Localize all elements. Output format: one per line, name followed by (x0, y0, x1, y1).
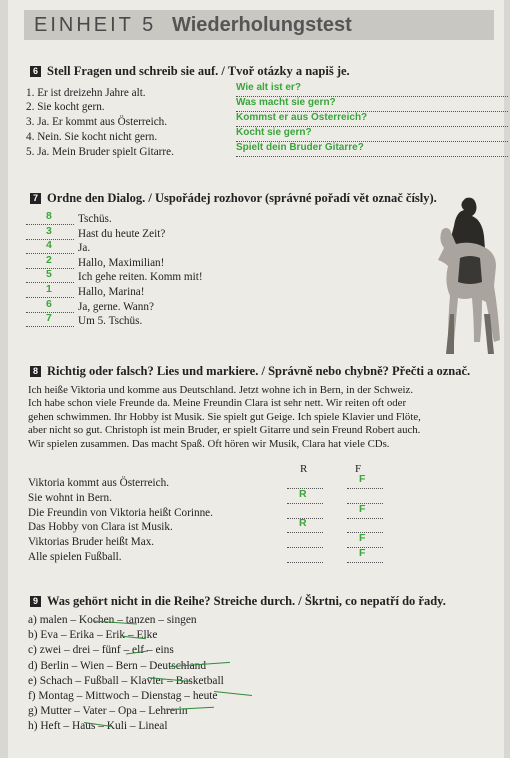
s7-dialog-line: Hast du heute Zeit? (78, 227, 166, 240)
s7-number-blank (26, 326, 74, 327)
reading-line: aber nicht so gut. Christoph ist mein Bruder, er spielt Gitarre und sein Freund Robert auch. (28, 424, 421, 437)
section-7-number: 7 (30, 193, 41, 204)
s6-answer-3[interactable]: Kommst er aus Österreich? (236, 112, 368, 123)
page-header (24, 10, 494, 40)
s9-row: c) zwei – drei – fünf – elf – eins (28, 644, 174, 657)
s7-number[interactable]: 2 (46, 253, 52, 266)
s7-number[interactable]: 7 (46, 312, 52, 325)
s9-row: b) Eva – Erika – Erik – Elke (28, 629, 158, 642)
s8-statement: Die Freundin von Viktoria heißt Corinne. (28, 506, 213, 519)
s8-f-mark[interactable]: F (359, 473, 366, 485)
reading-line: Ich habe schon viele Freunde da. Meine Freundin Clara ist sehr nett. Wir reiten oft oder (28, 397, 407, 410)
column-r-header: R (300, 463, 308, 475)
s7-number[interactable]: 1 (46, 283, 52, 295)
s9-row: g) Mutter – Vater – Opa – Lehrerin (28, 705, 188, 718)
s6-item-4: 4. Nein. Sie kocht nicht gern. (26, 131, 158, 143)
s7-dialog-line: Hallo, Maximilian! (78, 256, 165, 269)
section-8-title-text: Richtig oder falsch? Lies und markiere. / Správně nebo chybně? Přečti a označ. (47, 364, 471, 378)
s6-answer-line (236, 156, 508, 157)
s8-f-blank (347, 488, 383, 489)
s8-r-blank (287, 532, 323, 533)
section-7-title (30, 191, 437, 206)
s6-answer-line (236, 111, 508, 112)
s8-statement: Alle spielen Fußball. (28, 551, 122, 563)
page-title: Wiederholungstest (172, 14, 352, 36)
s8-r-mark[interactable]: R (299, 487, 307, 500)
s7-dialog-line: Ich gehe reiten. Komm mit! (78, 271, 203, 284)
s8-f-blank (347, 518, 383, 519)
s8-r-blank (287, 547, 323, 548)
reading-text (28, 384, 490, 451)
s8-f-mark[interactable]: F (359, 547, 366, 559)
s9-row: e) Schach – Fußball – Klavier – Basketball (28, 674, 224, 687)
s8-f-mark[interactable]: F (359, 532, 366, 545)
s6-answer-4[interactable]: Kocht sie gern? (236, 127, 312, 138)
s7-number[interactable]: 8 (46, 210, 52, 222)
s7-dialog-line: Um 5. Tschüs. (78, 315, 143, 328)
column-f-header: F (355, 463, 362, 475)
unit-label: EINHEIT 5 (34, 14, 157, 36)
s6-answer-2[interactable]: Was macht sie gern? (236, 97, 336, 108)
reading-line: gehen schwimmen. Ihr Hobby ist Musik. Sie spielt gut Geige. Ich spiele Klavier und Flöte, (28, 410, 421, 423)
s9-row: a) malen – Kochen – tanzen – singen (28, 614, 197, 626)
s6-answer-line (236, 141, 508, 142)
s6-answer-line (236, 96, 508, 97)
s8-statement: Viktoria kommt aus Österreich. (28, 477, 170, 489)
s7-dialog-line: Ja. (78, 242, 91, 255)
section-9-title (30, 594, 446, 609)
s8-statement: Sie wohnt in Bern. (28, 491, 112, 504)
s7-number[interactable]: 5 (46, 268, 52, 281)
section-9-title-text: Was gehört nicht in die Reihe? Streiche durch. / Škrtni, co nepatří do řady. (47, 594, 446, 608)
s6-answer-line (236, 126, 508, 127)
s9-row: d) Berlin – Wien – Bern – Deutschland (28, 659, 207, 672)
s6-answer-5[interactable]: Spielt dein Bruder Gitarre? (236, 142, 364, 153)
s9-row: f) Montag – Mittwoch – Dienstag – heute (28, 690, 218, 702)
s6-item-5: 5. Ja. Mein Bruder spielt Gitarre. (26, 146, 174, 158)
s7-number[interactable]: 4 (46, 239, 52, 252)
section-6-title (30, 64, 350, 79)
section-8-title (30, 364, 470, 379)
s7-dialog-line: Tschüs. (78, 213, 112, 225)
s8-r-mark[interactable]: R (299, 517, 307, 530)
s8-statement: Das Hobby von Clara ist Musik. (28, 521, 173, 534)
s8-r-blank (287, 503, 323, 504)
s6-item-3: 3. Ja. Er kommt aus Österreich. (26, 116, 168, 128)
reading-line: Ich heiße Viktoria und komme aus Deutschland. Jetzt wohne ich in Bern, in der Schweiz. (28, 384, 414, 396)
section-7-title-text: Ordne den Dialog. / Uspořádej rozhovor (správné pořadí vět označ čísly). (47, 191, 437, 205)
s6-answer-1[interactable]: Wie alt ist er? (236, 82, 301, 93)
s7-dialog-line: Ja, gerne. Wann? (78, 300, 154, 313)
reading-line: Wir spielen zusammen. Das macht Spaß. Oft hören wir Musik, Clara hat viele CDs. (28, 437, 390, 450)
strike-mark (214, 691, 252, 696)
s7-dialog-line: Hallo, Marina! (78, 286, 145, 298)
section-8-number: 8 (30, 366, 41, 377)
horse-rider-illustration (436, 196, 508, 360)
s8-f-blank (347, 562, 383, 563)
s7-number[interactable]: 3 (46, 224, 52, 237)
s8-statement: Viktorias Bruder heißt Max. (28, 536, 155, 549)
section-9-number: 9 (30, 596, 41, 607)
s6-item-1: 1. Er ist dreizehn Jahre alt. (26, 87, 146, 99)
s9-row: h) Heft – Haus – Kuli – Lineal (28, 720, 168, 733)
s8-r-blank (287, 562, 323, 563)
workbook-page (8, 0, 504, 758)
section-6-number: 6 (30, 66, 41, 77)
s8-f-mark[interactable]: F (359, 502, 366, 515)
section-6-title-text: Stell Fragen und schreib sie auf. / Tvoř otázky a napiš je. (47, 64, 350, 78)
s7-number[interactable]: 6 (46, 297, 52, 310)
s6-item-2: 2. Sie kocht gern. (26, 101, 105, 113)
